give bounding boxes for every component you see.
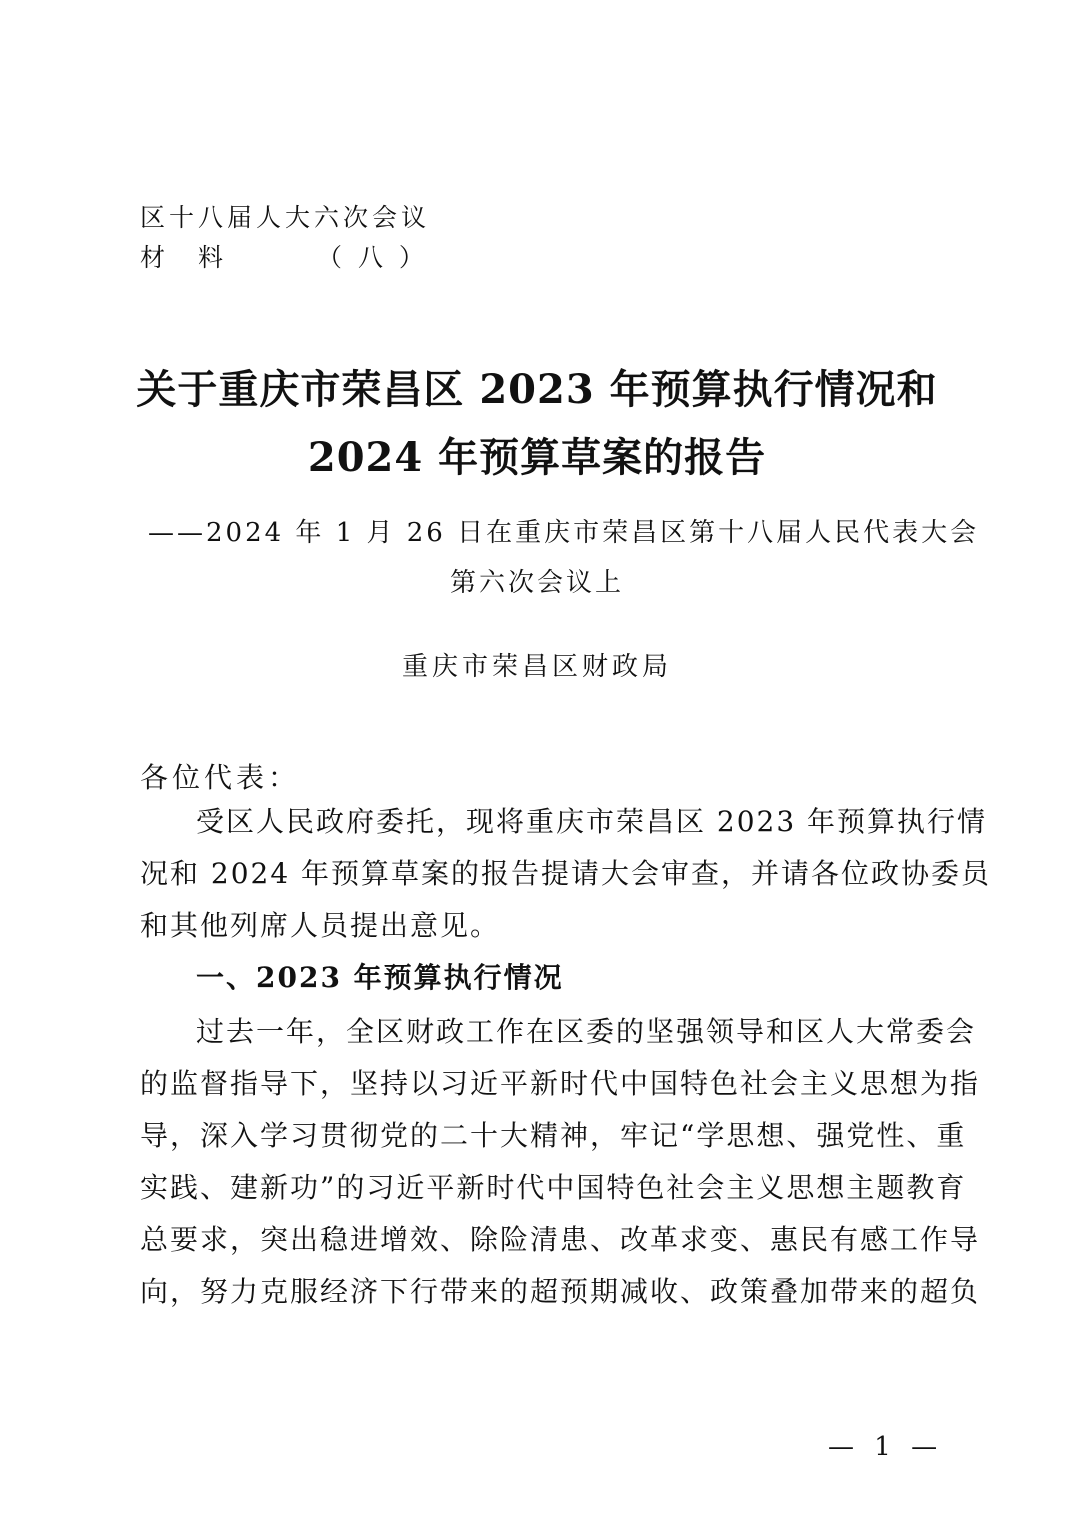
document-title-line-1: 关于重庆市荣昌区 2023 年预算执行情况和 — [136, 366, 938, 413]
material-number: （ 八 ） — [317, 243, 428, 272]
paragraph-line: 况和 2024 年预算草案的报告提请大会审查，并请各位政协委员 — [140, 857, 992, 890]
subtitle-line-2: 第六次会议上 — [449, 568, 624, 598]
paragraph-line: 总要求，突出稳进增效、除险清患、改革求变、惠民有感工作导 — [140, 1223, 981, 1256]
paragraph-line: 受区人民政府委托，现将重庆市荣昌区 2023 年预算执行情 — [196, 805, 988, 838]
document-title-line-2: 2024 年预算草案的报告 — [307, 434, 767, 481]
meeting-label: 区十八届人大六次会议 — [140, 203, 431, 232]
author: 重庆市荣昌区财政局 — [401, 652, 672, 682]
salutation: 各位代表： — [140, 761, 301, 794]
paragraph-line: 的监督指导下，坚持以习近平新时代中国特色社会主义思想为指 — [140, 1067, 981, 1100]
paragraph-line: 向，努力克服经济下行带来的超预期减收、政策叠加带来的超负 — [140, 1275, 981, 1308]
paragraph-line: 实践、建新功”的习近平新时代中国特色社会主义思想主题教育 — [140, 1171, 967, 1204]
section-heading: 一、2023 年预算执行情况 — [196, 961, 564, 994]
paragraph-line: 和其他列席人员提出意见。 — [140, 909, 501, 942]
material-label-row — [140, 238, 428, 274]
material-label: 材 料 — [140, 243, 228, 272]
page-number: — 1 — — [828, 1432, 944, 1462]
subtitle-line-1: ——2024 年 1 月 26 日在重庆市荣昌区第十八届人民代表大会 — [148, 518, 980, 548]
paragraph-line: 导，深入学习贯彻党的二十大精神，牢记“学思想、强党性、重 — [140, 1119, 967, 1152]
paragraph-line: 过去一年，全区财政工作在区委的坚强领导和区人大常委会 — [196, 1015, 977, 1048]
